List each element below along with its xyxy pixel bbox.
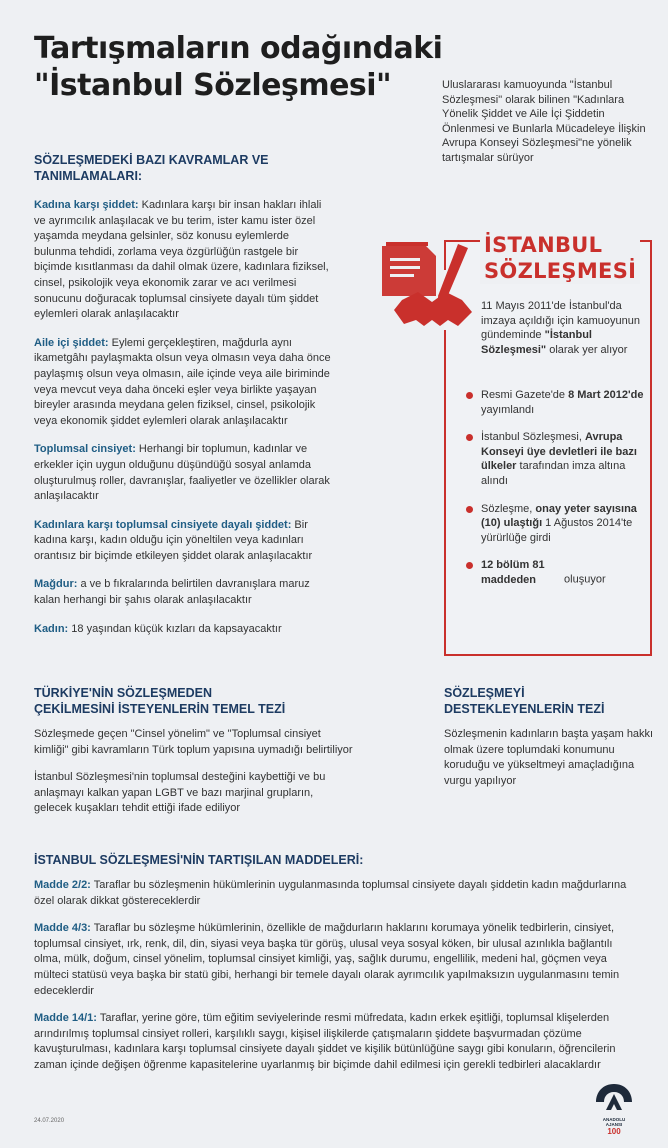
definition-item <box>34 198 334 323</box>
box-title <box>480 232 640 284</box>
opposing-heading-line-2: ÇEKİLMESİNİ İSTEYENLERİN TEMEL TEZİ <box>34 702 286 716</box>
box-bullet <box>466 388 646 417</box>
definition-item <box>34 518 334 565</box>
article-text: Taraflar bu sözleşme hükümlerinin, özellikle de mağdurların haklarını korumaya yönelik tedbirlerin, cinsiyet, toplumsal cinsiyet, ırk, renk, dil, din, siyasi veya başka tür görüş, ulusal veya sosyal köken, bir ulusal azınlıkla bağlantılı olma, mülk, doğum, cinsel yönelim, toplumsal cinsiyet kimliği, yaş, sağlık durumu, engellilik, medeni hal, göçmen veya mülteci statüsü veya başka bir statü gibi, herhangi bir temele dayalı olarak ayrımcılık yapılmaksızın uygulanmasını temin edeceklerdir <box>34 922 620 997</box>
articles-section <box>34 852 640 1086</box>
opposing-heading <box>34 685 354 717</box>
article-item <box>34 1011 640 1073</box>
opposing-heading-line-1: TÜRKİYE'NİN SÖZLEŞMEDEN <box>34 686 212 700</box>
supporting-paragraph: Sözleşmenin kadınların başta yaşam hakkı olmak üzere toplumdaki konumunu koruduğu ve yükseltmeyi amaçladığına vurgu yapılıyor <box>444 728 654 787</box>
box-bullet <box>466 502 646 546</box>
articles-heading: İSTANBUL SÖZLEŞMESİ'NİN TARTIŞILAN MADDELERİ: <box>34 853 364 867</box>
title-line-1: Tartışmaların odağındaki <box>34 31 443 66</box>
definition-item <box>34 336 334 430</box>
agency-name: ANADOLU AJANSI <box>602 1117 626 1127</box>
definition-term: Kadın: <box>34 622 69 635</box>
box-bullet <box>466 430 646 488</box>
bullet-text: Sözleşme, <box>481 502 536 515</box>
definitions-heading-line-2: TANIMLAMALARI: <box>34 169 143 183</box>
definition-text: 18 yaşından küçük kızları da kapsayacaktır <box>68 622 282 635</box>
bullet-dot-icon <box>466 562 473 569</box>
article-text: Taraflar, yerine göre, tüm eğitim seviyelerinde resmi müfredata, kadın erkek eşitliği, toplumsal klişelerden arındırılmış toplumsal cinsiyet rolleri, karşılıklı saygı, kişisel ilişkilerde çatışmaların şiddete başvurmadan çözüme kavuşturulması, kadınlara karşı toplumsal cinsiyete dayalı şiddet ve kişilik bütünlüğüne saygı gibi konuların, öğrencilerin zaman içinde değişen öğrenme kapasitelerine uyarlanmış bir biçimde dahil edilmesi için gerekli tedbirleri alacaklardır <box>34 1012 616 1071</box>
bullet-dot-icon <box>466 392 473 399</box>
article-item <box>34 878 640 909</box>
definition-text: Herhangi bir toplumun, kadınlar ve erkekler için uygun olduğunu düşündüğü sosyal anlamda oluşturulmuş roller, davranışlar, faaliyetler ve özellikler olarak anlaşılacaktır <box>34 443 330 503</box>
article-term: Madde 2/2: <box>34 879 91 891</box>
document-handshake-icon <box>372 238 478 336</box>
definition-item <box>34 577 334 608</box>
definition-item <box>34 622 334 638</box>
definition-text: Bir kadına karşı, kadın olduğu için yöneltilen veya kadınları orantısız bir biçimde etkileyen şiddet olarak anlaşılacaktır <box>34 518 313 562</box>
supporting-heading-line-1: SÖZLEŞMEYİ <box>444 686 525 700</box>
bullet-dot-icon <box>466 434 473 441</box>
definition-text: Kadınlara karşı bir insan hakları ihlali ve ayrımcılık anlaşılacak ve bu terim, ister kamu ister özel yaşamda meydana gelsinler, söz konusu eylemlerde bulunma tehdidi, zorlama veya özgürlüğün rastgele bir biçimde kısıtlanması da dahil olmak üzere, kadınlara fiziksel, cinsel, psikolojik veya ekonomik zarar ve acı verilmesi sonucunu doğuracak toplumsal cinsiyete dayalı tüm şiddet eylemleri olarak anlaşılacaktır <box>34 199 329 321</box>
bullet-text-end: yayımlandı <box>481 403 535 416</box>
definition-term: Aile içi şiddet: <box>34 336 109 349</box>
definitions-list <box>34 198 334 650</box>
box-intro-text: 11 Mayıs 2011'de İstanbul'da imzaya açıldığı için kamuoyunun gündeminde <box>481 300 640 342</box>
box-title-line-2: SÖZLEŞMESİ <box>484 259 637 283</box>
bullet-text: İstanbul Sözleşmesi, <box>481 431 585 444</box>
article-item <box>34 921 640 999</box>
box-intro <box>481 299 641 357</box>
supporting-heading <box>444 685 654 717</box>
bullet-bold: 8 Mart 2012'de <box>568 389 644 401</box>
title-line-2: "İstanbul Sözleşmesi" <box>34 68 392 103</box>
supporting-heading-line-2: DESTEKLEYENLERİN TEZİ <box>444 702 605 716</box>
anniversary-mark: 100 <box>607 1127 621 1136</box>
definition-text: Eylemi gerçekleştiren, mağdurla aynı ikametgâhı paylaşmakta olsun veya olmasın veya daha önce paylaşmış olsun veya olmasın, aile içinde veya aile biriminde veya mevcut veya daha önceki eşler veya birlikte yaşayan bireyler arasında meydana gelen fiziksel, cinsel, psikolojik veya ekonomik şiddet eylemleri olarak anlaşılacaktır <box>34 336 331 427</box>
article-term: Madde 14/1: <box>34 1012 97 1025</box>
bullet-bold: 12 bölüm 81 maddeden <box>481 559 545 586</box>
bullet-bold: onay yeter sayısına (10) ulaştığı <box>481 502 637 530</box>
box-intro-bold: "İstanbul Sözleşmesi" <box>481 329 592 356</box>
bullet-bold: Avrupa Konseyi üye devletleri ile bazı ülkeler <box>481 431 637 473</box>
box-left-edge-bottom <box>444 330 446 656</box>
supporting-section <box>444 685 654 789</box>
box-intro-text-end: olarak yer alıyor <box>546 343 628 356</box>
definition-term: Kadına karşı şiddet: <box>34 199 139 211</box>
publish-date: 24.07.2020 <box>34 1118 65 1124</box>
definition-term: Toplumsal cinsiyet: <box>34 443 136 456</box>
opposing-paragraph-1: Sözleşmede geçen "Cinsel yönelim" ve "Toplumsal cinsiyet kimliği" gibi kavramların Türk toplum yapısına uymadığı belirtiliyor <box>34 728 353 756</box>
anadolu-agency-logo <box>594 1082 634 1136</box>
box-bullet <box>466 558 646 587</box>
bullet-text-end: oluşuyor <box>561 573 606 586</box>
definition-text: a ve b fıkralarında belirtilen davranışlara maruz kalan herhangi bir şahıs olarak anlaşılacaktır <box>34 578 310 607</box>
box-bullets <box>466 388 646 601</box>
definition-term: Mağdur: <box>34 578 78 591</box>
bullet-dot-icon <box>466 506 473 513</box>
opposing-section <box>34 685 354 817</box>
article-text: Taraflar bu sözleşmenin hükümlerinin uygulanmasında toplumsal cinsiyete dayalı şiddetin kadın mağdurlarına özel olarak dikkat göstereceklerdir <box>34 879 627 907</box>
box-title-line-1: İSTANBUL <box>484 233 603 257</box>
bullet-text-end: 1 Ağustos 2014'te yürürlüğe girdi <box>481 517 633 544</box>
article-term: Madde 4/3: <box>34 922 91 935</box>
bullet-text: Resmi Gazete'de <box>481 389 569 401</box>
definition-item <box>34 442 334 504</box>
definition-term: Kadınlara karşı toplumsal cinsiyete dayalı şiddet: <box>34 518 292 531</box>
definitions-heading <box>34 152 334 184</box>
intro-text: Uluslararası kamuoyunda "İstanbul Sözleşmesi" olarak bilinen "Kadınlara Yönelik Şiddet ve Aile İçi Şiddetin Önlenmesi ve Bunlarla Mücadeleye İlişkin Avrupa Konseyi Sözleşmesi"ne yönelik tartışmalar sürüyor <box>442 79 646 164</box>
page-title <box>34 30 454 104</box>
bullet-text-end: tarafından imza altına alındı <box>481 460 626 487</box>
definitions-heading-line-1: SÖZLEŞMEDEKİ BAZI KAVRAMLAR VE <box>34 153 269 167</box>
opposing-paragraph-2: İstanbul Sözleşmesi'nin toplumsal desteğini kaybettiği ve bu anlaşmayı kalkan yapan LGBT ve bazı marjinal grupların, gelecek kuşakları tehdit ettiği ifade ediliyor <box>34 771 326 815</box>
